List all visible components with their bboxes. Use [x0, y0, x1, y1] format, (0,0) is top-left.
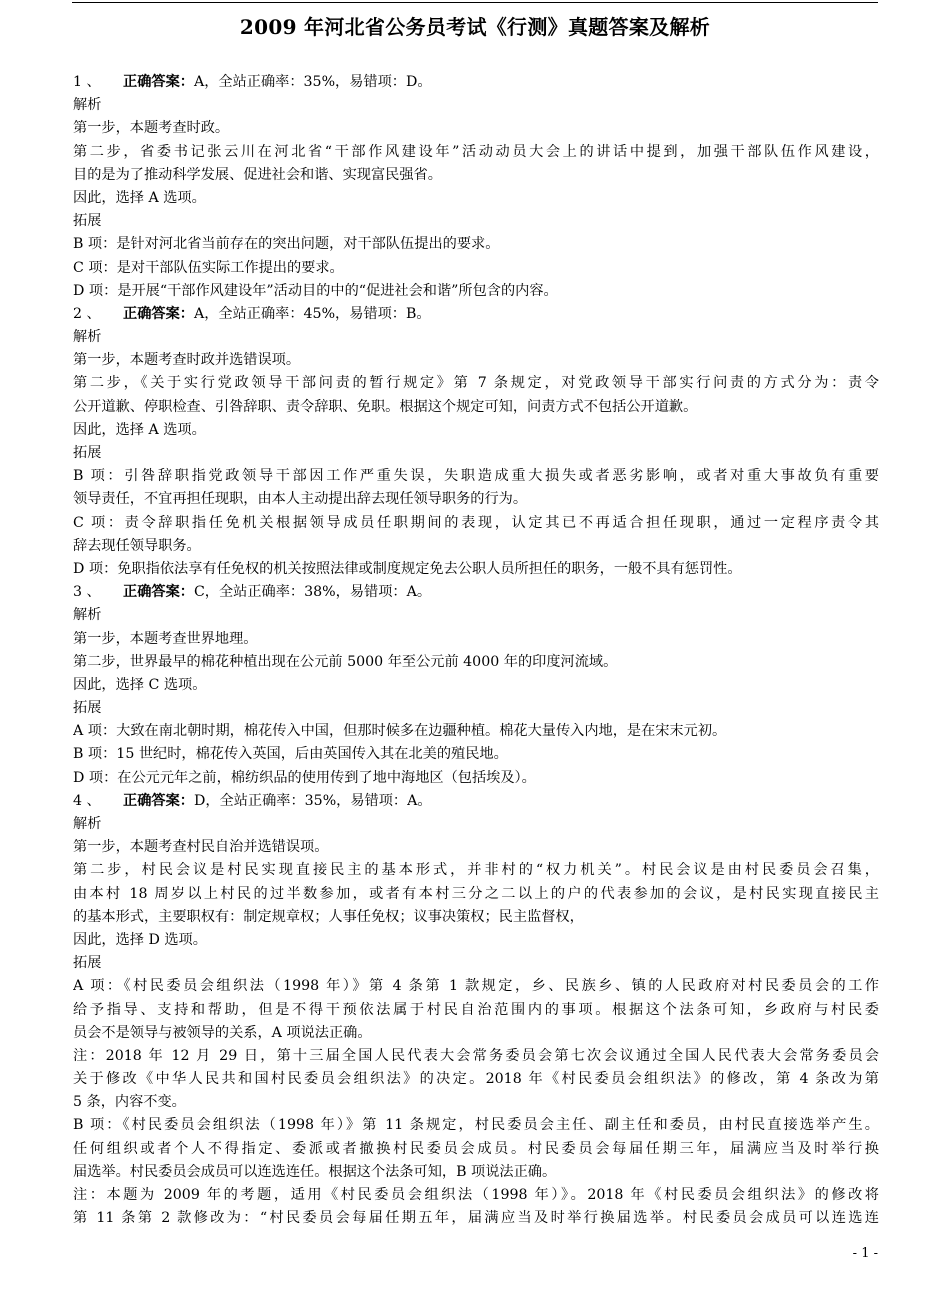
answer-text: C，全站正确率：38%，易错项：A。 [193, 584, 432, 601]
text-line: 第 11 条第 2 款修改为：“村民委员会每届任期五年，届满应当及时举行换届选举。村民委员会成员可以连选连 [73, 1210, 879, 1227]
text-line: 目的是为了推动科学发展、促进社会和谐、实现富民强省。 [73, 166, 442, 183]
question-number: 3 、 [73, 584, 101, 601]
analysis-heading: 解析 [73, 607, 102, 624]
question-header [73, 790, 879, 813]
text-line: B 项：《村民委员会组织法（1998 年）》第 11 条规定，村民委员会主任、副主任和委员，由村民直接选举产生。 [73, 1117, 879, 1134]
answer-text: A，全站正确率：45%，易错项：B。 [193, 305, 431, 322]
answer-label: 正确答案： [123, 74, 194, 90]
page-number: - 1 - [852, 1246, 878, 1261]
question-number: 1 、 [73, 74, 101, 90]
analysis-heading: 解析 [73, 816, 102, 832]
answer-label: 正确答案： [123, 584, 194, 601]
text-line: 第一步，本题考查时政。 [73, 120, 230, 137]
analysis-heading: 解析 [73, 329, 102, 346]
text-line: 第一步，本题考查时政并选错误项。 [73, 352, 301, 369]
question-number: 4 、 [73, 792, 101, 809]
question-header [73, 581, 879, 604]
document-title: 2009 年河北省公务员考试《行测》真题答案及解析 [239, 15, 711, 39]
extension-heading: 拓展 [73, 955, 102, 972]
text-line: A 项：大致在南北朝时期，棉花传入中国，但那时候多在边疆种植。棉花大量传入内地，是在宋末元初。 [73, 723, 727, 740]
extension-heading: 拓展 [73, 213, 102, 230]
text-line: 领导责任，不宜再担任现职，由本人主动提出辞去现任领导职务的行为。 [73, 491, 528, 508]
text-line: B 项：引咎辞职指党政领导干部因工作严重失误，失职造成重大损失或者恶劣影响，或者对重大事故负有重要 [73, 468, 879, 485]
text-line: D 项：在公元元年之前，棉纺织品的使用传到了地中海地区（包括埃及）。 [73, 769, 536, 786]
answer-label: 正确答案： [123, 792, 194, 809]
text-line: 第二步，村民会议是村民实现直接民主的基本形式，并非村的“权力机关”。村民会议是由村民委员会召集， [73, 862, 879, 879]
text-line: 第二步，世界最早的棉花种植出现在公元前 5000 年至公元前 4000 年的印度河流域。 [73, 653, 618, 670]
answer-label: 正确答案： [123, 305, 194, 322]
text-line: B 项：15 世纪时，棉花传入英国，后由英国传入其在北美的殖民地。 [73, 746, 508, 763]
text-line: B 项：是针对河北省当前存在的突出问题，对干部队伍提出的要求。 [73, 236, 500, 253]
text-line: C 项：是对干部队伍实际工作提出的要求。 [73, 259, 344, 276]
text-line: 注：2018 年 12 月 29 日，第十三届全国人民代表大会常务委员会第七次会议通过全国人民代表大会常务委员会 [73, 1047, 879, 1064]
analysis-heading: 解析 [73, 97, 102, 114]
text-line: 第二步，《关于实行党政领导干部问责的暂行规定》第 7 条规定，对党政领导干部实行问责的方式分为：责令 [73, 375, 879, 392]
text-line: A 项：《村民委员会组织法（1998 年）》第 4 条第 1 款规定，乡、民族乡、镇的人民政府对村民委员会的工作 [73, 978, 879, 995]
text-line: D 项：免职指依法享有任免权的机关按照法律或制度规定免去公职人员所担任的职务，一般不具有惩罚性。 [73, 560, 742, 577]
text-line: 关于修改《中华人民共和国村民委员会组织法》的决定。2018 年《村民委员会组织法》的修改，第 4 条改为第 [73, 1071, 879, 1088]
question-header [73, 303, 879, 326]
text-line: 因此，选择 A 选项。 [73, 189, 206, 206]
text-line: 给予指导、支持和帮助，但是不得干预依法属于村民自治范围内的事项。根据这个法条可知，乡政府与村民委 [73, 1001, 879, 1018]
top-rule [72, 2, 878, 3]
text-line: 5 条，内容不变。 [73, 1094, 186, 1111]
text-line: 辞去现任领导职务。 [73, 537, 201, 554]
text-line: 因此，选择 D 选项。 [73, 931, 207, 948]
text-line: 的基本形式，主要职权有：制定规章权；人事任免权；议事决策权；民主监督权， [73, 908, 584, 925]
question-number: 2 、 [73, 305, 101, 322]
text-line: C 项：责令辞职指任免机关根据领导成员任职期间的表现，认定其已不再适合担任现职，通过一定程序责令其 [73, 514, 879, 531]
text-line: 公开道歉、停职检查、引咎辞职、责令辞职、免职。根据这个规定可知，问责方式不包括公开道歉。 [73, 398, 698, 415]
extension-heading: 拓展 [73, 445, 102, 461]
text-line: 因此，选择 C 选项。 [73, 676, 207, 693]
answer-text: A，全站正确率：35%，易错项：D。 [193, 74, 432, 90]
text-line: 因此，选择 A 选项。 [73, 421, 206, 438]
document-body [73, 71, 879, 1230]
text-line: 员会不是领导与被领导的关系，A 项说法正确。 [73, 1024, 372, 1041]
text-line: 第二步，省委书记张云川在河北省“干部作风建设年”活动动员大会上的讲话中提到，加强干部队伍作风建设， [73, 143, 879, 160]
text-line: 第一步，本题考查世界地理。 [73, 630, 258, 647]
text-line: D 项：是开展“干部作风建设年”活动目的中的“促进社会和谐”所包含的内容。 [73, 282, 558, 299]
answer-text: D，全站正确率：35%，易错项：A。 [193, 792, 432, 809]
extension-heading: 拓展 [73, 700, 102, 717]
text-line: 届选举。村民委员会成员可以连选连任。根据这个法条可知，B 项说法正确。 [73, 1163, 557, 1180]
text-line: 注：本题为 2009 年的考题，适用《村民委员会组织法（1998 年）》。2018 年《村民委员会组织法》的修改将 [73, 1187, 879, 1203]
text-line: 任何组织或者个人不得指定、委派或者撤换村民委员会成员。村民委员会每届任期三年，届满应当及时举行换 [73, 1140, 879, 1157]
question-header [73, 71, 879, 94]
text-line: 由本村 18 周岁以上村民的过半数参加，或者有本村三分之二以上的户的代表参加的会议，是村民实现直接民主 [73, 885, 879, 902]
text-line: 第一步，本题考查村民自治并选错误项。 [73, 839, 329, 856]
